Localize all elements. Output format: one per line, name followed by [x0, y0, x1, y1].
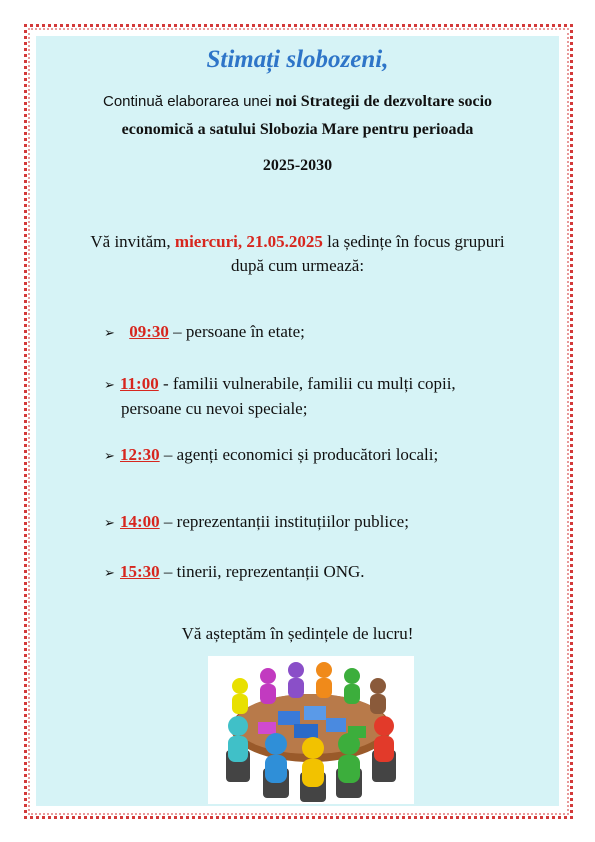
- person-figure-icon: [316, 662, 332, 698]
- schedule-text: – persoane în etate;: [173, 322, 305, 341]
- intro-lead: Continuă elaborarea unei: [102, 93, 272, 110]
- puzzle-piece-icon: [278, 711, 300, 725]
- arrow-bullet-icon: ➢: [104, 448, 115, 463]
- schedule-item: [104, 443, 544, 468]
- schedule-time: 15:30: [120, 562, 160, 581]
- person-figure-icon: [372, 716, 396, 782]
- invitation-text: [80, 230, 515, 278]
- schedule-time: 11:00: [120, 374, 159, 393]
- person-figure-icon: [288, 662, 304, 698]
- schedule-item: [104, 372, 544, 421]
- page-title: Stimați slobozeni,: [206, 46, 389, 73]
- puzzle-piece-icon: [304, 706, 326, 720]
- arrow-bullet-icon: ➢: [104, 565, 115, 580]
- puzzle-piece-icon: [258, 722, 276, 734]
- schedule-time: 14:00: [120, 512, 160, 531]
- closing-text: Vă așteptăm în ședințele de lucru!: [181, 624, 414, 643]
- invite-suffix: la ședințe în focus grupuri după cum urmează:: [230, 232, 505, 275]
- intro-bold: noi Strategii de dezvoltare socio economică a satului Slobozia Mare pentru perioada: [121, 93, 493, 138]
- schedule-item: [104, 510, 544, 535]
- schedule-time: 12:30: [120, 445, 160, 464]
- person-figure-icon: [232, 678, 248, 714]
- intro-paragraph: [90, 88, 505, 180]
- person-figure-icon: [336, 733, 362, 798]
- arrow-bullet-icon: ➢: [104, 325, 115, 340]
- puzzle-piece-icon: [294, 724, 318, 738]
- schedule-item: [104, 560, 544, 585]
- people-around-table-puzzle-icon: [208, 656, 414, 804]
- arrow-bullet-icon: ➢: [104, 515, 115, 530]
- person-figure-icon: [260, 668, 276, 704]
- intro-period: 2025-2030: [262, 157, 333, 174]
- schedule-text-continued: persoane cu nevoi speciale;: [121, 399, 308, 418]
- invite-date: miercuri, 21.05.2025: [174, 232, 323, 251]
- person-figure-icon: [344, 668, 360, 704]
- person-figure-icon: [300, 737, 326, 802]
- person-figure-icon: [226, 716, 250, 782]
- schedule-text: - familii vulnerabile, familii cu mulți copii,: [158, 374, 456, 393]
- arrow-bullet-icon: ➢: [104, 377, 115, 392]
- schedule-text: – tinerii, reprezentanții ONG.: [163, 562, 365, 581]
- schedule-text: – reprezentanții instituțiilor publice;: [163, 512, 409, 531]
- meeting-illustration-svg: [208, 656, 414, 804]
- person-figure-icon: [263, 733, 289, 798]
- puzzle-piece-icon: [326, 718, 346, 732]
- schedule-item: [104, 320, 544, 345]
- person-figure-icon: [370, 678, 386, 714]
- schedule-time: 09:30: [129, 322, 169, 341]
- invite-prefix: Vă invităm,: [90, 232, 171, 251]
- schedule-text: – agenți economici și producători locali;: [163, 445, 439, 464]
